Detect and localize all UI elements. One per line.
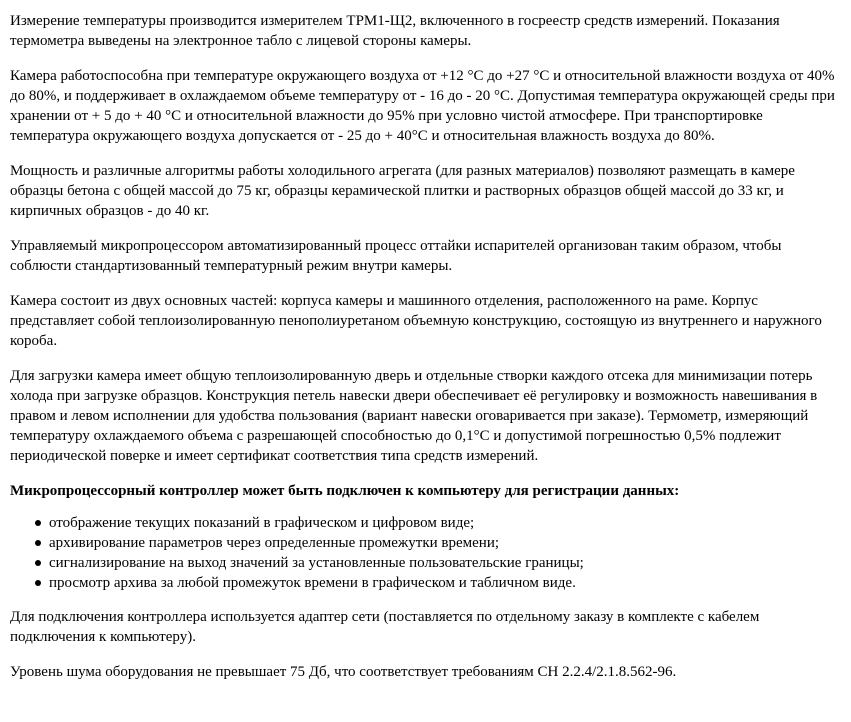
paragraph-operating-conditions: Камера работоспособна при температуре окружающего воздуха от +12 °С до +27 °С и относительной влажности воздуха от 40% до 80%, и поддерживает в охлаждаемом объеме температуру от - 16 до - 20 °С. Допустимая температура окружающей среды при хранении от + 5 до + 40 °С и относительной влажности до 95% при условно чистой атмосфере. При транспортировке температура окружающего воздуха допускается от - 25 до + 40°С и относительная влажность воздуха до 80%. <box>10 68 835 144</box>
list-item <box>49 533 841 553</box>
paragraph-capacity: Мощность и различные алгоритмы работы холодильного агрегата (для разных материалов) позволяют размещать в камере образцы бетона с общей массой до 75 кг, образцы керамической плитки и растворных образцов общей массой до 33 кг, и кирпичных образцов - до 40 кг. <box>10 163 795 219</box>
controller-feature-list <box>10 513 841 593</box>
paragraph-door-thermometer: Для загрузки камера имеет общую теплоизолированную дверь и отдельные створки каждого отсека для минимизации потерь холода при загрузке образцов. Конструкция петель навески двери обеспечивает её регулировку и возможность навешивания в правом и левом исполнении для удобства пользования (вариант навески оговаривается при заказе). Термометр, измеряющий температуру охлаждаемого объема с разрешающей способностью до 0,1°С и допустимой погрешностью 0,5% подлежит периодической поверке и имеет сертификат соответствия типа средств измерений. <box>10 368 818 464</box>
list-item <box>49 513 841 533</box>
bullet-icon <box>35 540 41 546</box>
list-item-text: отображение текущих показаний в графическом и цифровом виде; <box>49 515 475 531</box>
paragraph-measurement: Измерение температуры производится измерителем ТРМ1-Щ2, включенного в госреестр средств измерений. Показания термометра выведены на электронное табло с лицевой стороны камеры. <box>10 13 780 49</box>
paragraph-defrost: Управляемый микропроцессором автоматизированный процесс оттайки испарителей организован таким образом, чтобы соблюсти стандартизованный температурный режим внутри камеры. <box>10 238 782 274</box>
paragraph-adapter: Для подключения контроллера используется адаптер сети (поставляется по отдельному заказу в комплекте с кабелем подключения к компьютеру). <box>10 609 760 645</box>
list-item <box>49 573 841 593</box>
list-item-text: архивирование параметров через определенные промежутки времени; <box>49 535 500 551</box>
list-item-text: просмотр архива за любой промежуток времени в графическом и табличном виде. <box>49 575 576 591</box>
bullet-icon <box>35 560 41 566</box>
controller-heading: Микропроцессорный контроллер может быть подключен к компьютеру для регистрации данных: <box>10 483 680 499</box>
paragraph-noise: Уровень шума оборудования не превышает 75 Дб, что соответствует требованиям СН 2.2.4/2.1.8.562-96. <box>10 664 677 680</box>
bullet-icon <box>35 580 41 586</box>
list-item <box>49 553 841 573</box>
list-item-text: сигнализирование на выход значений за установленные пользовательские границы; <box>49 555 584 571</box>
bullet-icon <box>35 520 41 526</box>
paragraph-construction: Камера состоит из двух основных частей: корпуса камеры и машинного отделения, расположенного на раме. Корпус представляет собой теплоизолированную пенополиуретаном объемную конструкцию, состоящую из внутреннего и наружного короба. <box>10 293 822 349</box>
